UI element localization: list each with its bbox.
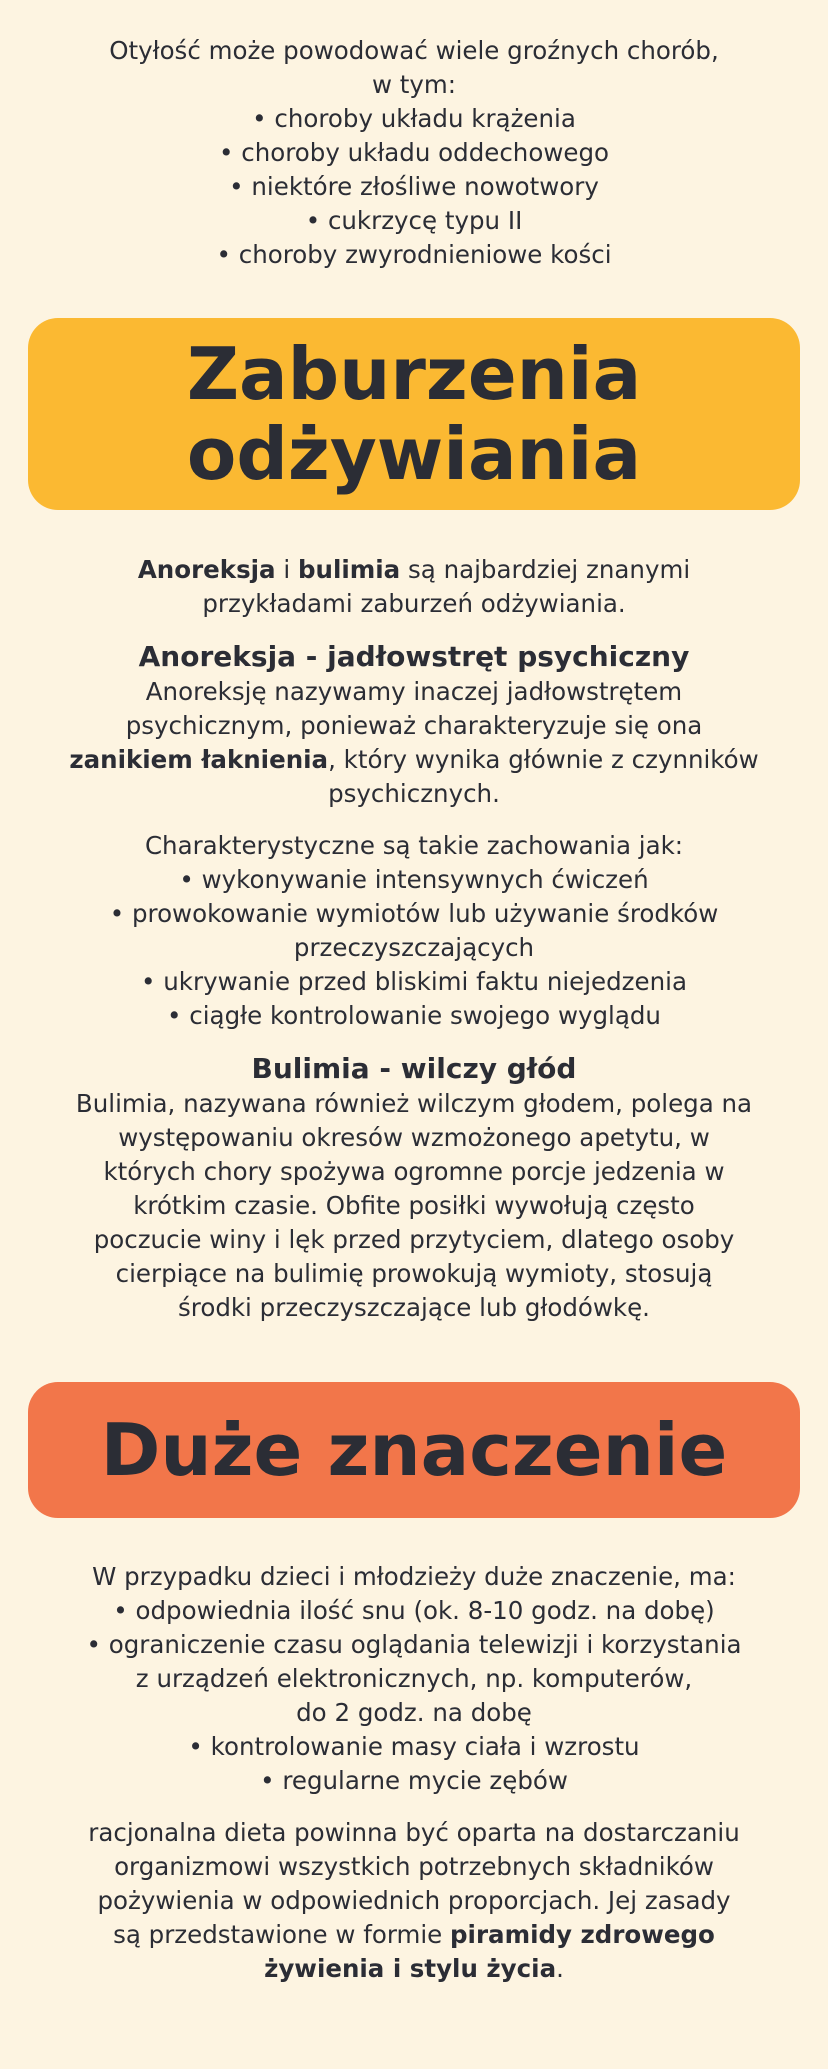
- list-item-continuation: przeczyszczających: [293, 933, 535, 962]
- bulimia-text: środki przeczyszczające lub głodówkę.: [178, 1293, 650, 1322]
- list-item: • choroby zwyrodnieniowe kości: [40, 238, 788, 272]
- diet-text: pożywienia w odpowiednich proporcjach. Jej zasady: [97, 1886, 731, 1915]
- list-item-continuation: do 2 godz. na dobę: [296, 1698, 532, 1727]
- list-item: • choroby układu oddechowego: [40, 136, 788, 170]
- disorders-intro-2: przykładami zaburzeń odżywiania.: [202, 589, 626, 618]
- anorexia-text: psychicznych.: [328, 779, 500, 808]
- list-item: • regularne mycie zębów: [40, 1764, 788, 1798]
- list-item: • wykonywanie intensywnych ćwiczeń: [40, 863, 788, 897]
- importance-lead: W przypadku dzieci i młodzieży duże znaczenie, ma:: [92, 1562, 736, 1591]
- list-item: • niektóre złośliwe nowotwory: [40, 170, 788, 204]
- banner-title-line-1: Zaburzenia: [186, 332, 642, 416]
- anorexia-heading: Anoreksja - jadłowstręt psychiczny: [138, 640, 690, 673]
- importance-section: [40, 1560, 788, 1986]
- bulimia-text: których chory spożywa ogromne porcje jedzenia w: [103, 1157, 725, 1186]
- eating-disorders-section: [40, 553, 788, 1325]
- bulimia-text: krótkim czasie. Obfite posiłki wywołują często: [133, 1191, 695, 1220]
- anorexia-text: zanikiem łaknienia, który wynika głównie z czynników: [69, 745, 759, 774]
- list-item: • prowokowanie wymiotów lub używanie środków: [40, 897, 788, 931]
- diet-text: racjonalna dieta powinna być oparta na dostarczaniu: [88, 1818, 740, 1847]
- bulimia-text: Bulimia, nazywana również wilczym głodem, polega na: [75, 1089, 753, 1118]
- list-item: • ukrywanie przed bliskimi faktu niejedzenia: [40, 965, 788, 999]
- bulimia-heading: Bulimia - wilczy głód: [251, 1052, 577, 1085]
- anorexia-text: psychicznym, ponieważ charakteryzuje się ona: [125, 711, 703, 740]
- eating-disorders-banner: [28, 318, 800, 510]
- list-item: • odpowiednia ilość snu (ok. 8-10 godz. na dobę): [40, 1594, 788, 1628]
- list-item: • ciągłe kontrolowanie swojego wyglądu: [40, 999, 788, 1033]
- diet-text: żywienia i stylu życia.: [264, 1954, 564, 1983]
- diet-text: organizmowi wszystkich potrzebnych składników: [114, 1852, 714, 1881]
- intro-lead-2: w tym:: [371, 70, 457, 99]
- disorders-intro: Anoreksja i bulimia są najbardziej znanymi: [137, 555, 691, 584]
- list-item: • choroby układu krążenia: [40, 102, 788, 136]
- list-item-continuation: z urządzeń elektronicznych, np. komputerów,: [135, 1664, 693, 1693]
- diet-text: są przedstawione w formie piramidy zdrowego: [113, 1920, 715, 1949]
- list-item: • cukrzycę typu II: [40, 204, 788, 238]
- bulimia-text: cierpiące na bulimię prowokują wymioty, stosują: [115, 1259, 713, 1288]
- anorexia-text: Anoreksję nazywamy inaczej jadłowstrętem: [145, 677, 683, 706]
- bulimia-text: poczucie winy i lęk przed przytyciem, dlatego osoby: [93, 1225, 735, 1254]
- list-item: • kontrolowanie masy ciała i wzrostu: [40, 1730, 788, 1764]
- importance-banner: [28, 1382, 800, 1518]
- banner-title: Duże znaczenie: [100, 1408, 728, 1492]
- intro-lead: Otyłość może powodować wiele groźnych chorób,: [109, 36, 719, 65]
- obesity-diseases-section: [40, 34, 788, 272]
- bulimia-text: występowaniu okresów wzmożonego apetytu, w: [118, 1123, 710, 1152]
- behaviors-lead: Charakterystyczne są takie zachowania jak:: [144, 831, 684, 860]
- list-item: • ograniczenie czasu oglądania telewizji i korzystania: [40, 1628, 788, 1662]
- banner-title-line-2: odżywiania: [186, 412, 642, 496]
